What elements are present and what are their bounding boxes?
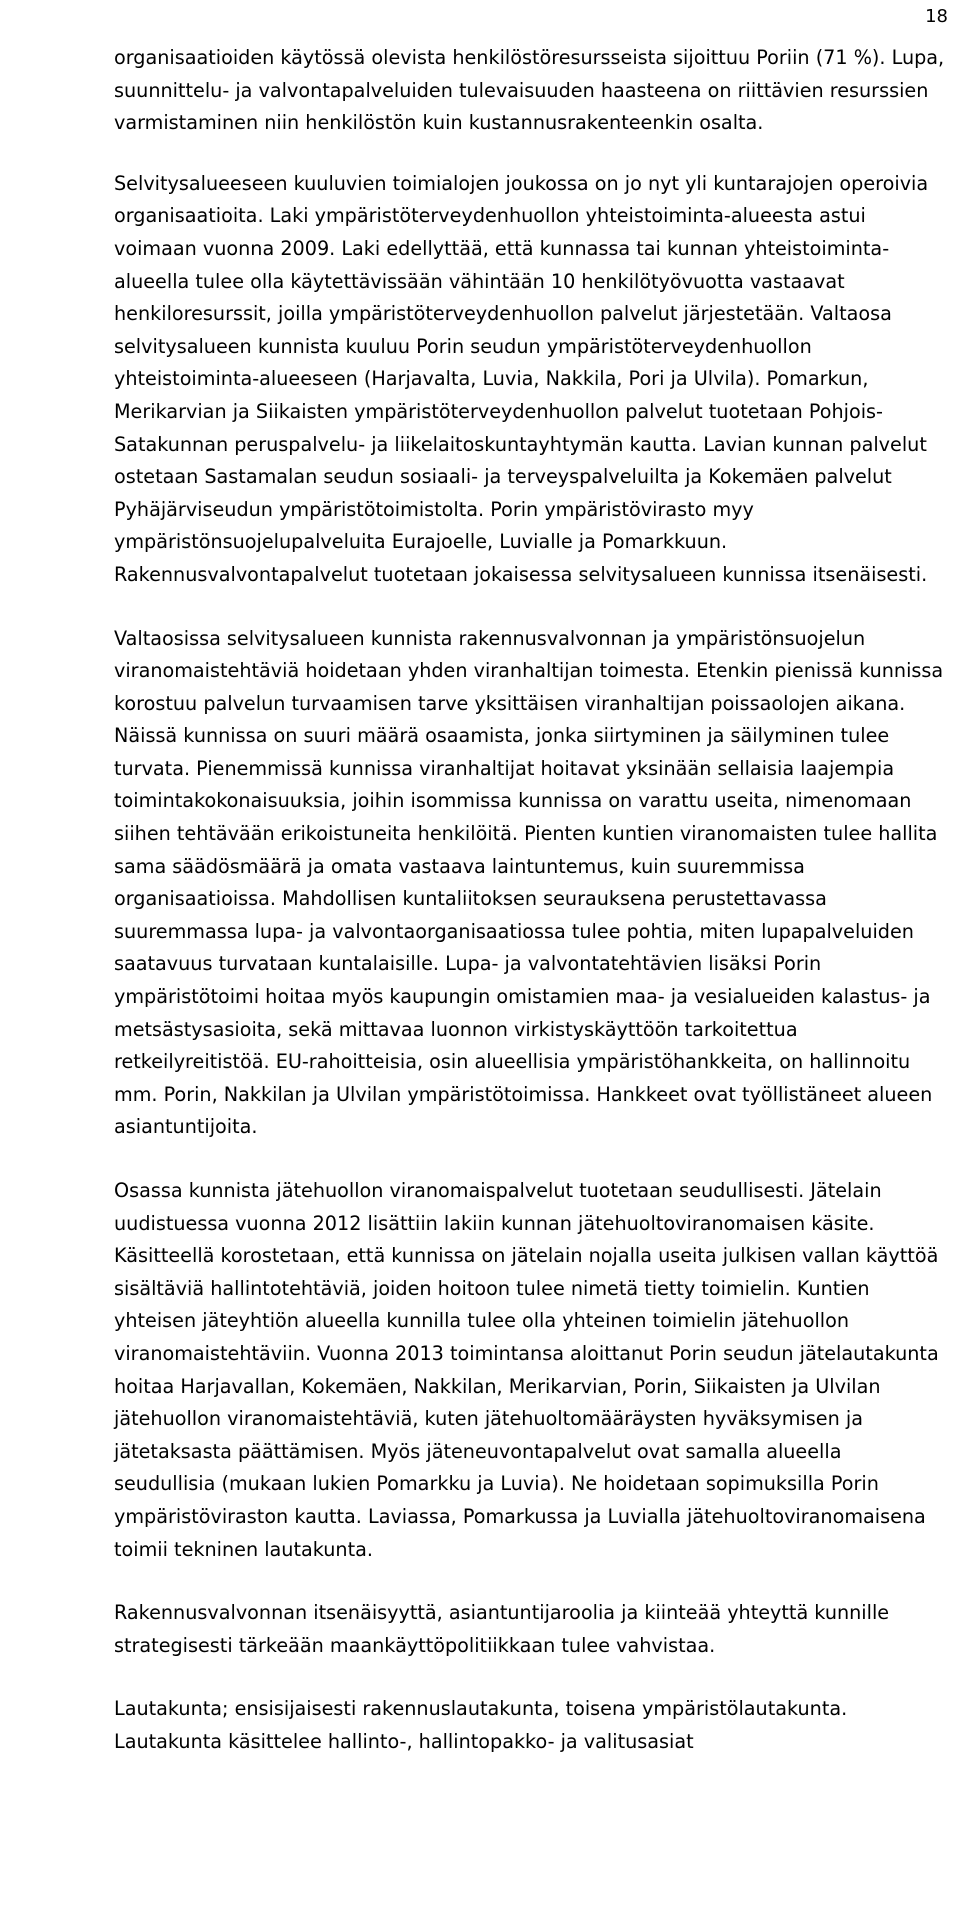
paragraph-small-municipalities: Valtaosissa selvitysalueen kunnista rakennusvalvonnan ja ympäristönsuojelun viranomaistehtäviä hoidetaan yhden viranhaltijan toimesta. Etenkin pienissä kunnissa korostuu palvelun turvaamisen tarve yksittäisen viranhaltijan poissaolojen aikana. Näissä kunnissa on suuri määrä osaamista, jonka siirtyminen ja säilyminen tulee turvata. Pienemmissä kunnissa viranhaltijat hoitavat yksinään sellaisia laajempia toimintakokonaisuuksia, joihin isommissa kunnissa on varattu useita, nimenomaan siihen tehtävään erikoistuneita henkilöitä. Pienten kuntien viranomaisten tulee hallita sama säädösmäärä ja omata vastaava laintuntemus, kuin suuremmissa organisaatioissa. Mahdollisen kuntaliitoksen seurauksena perustettavassa suuremmassa lupa- ja valvontaorganisaatiossa tulee pohtia, miten lupapalveluiden saatavuus turvataan kuntalaisille. Lupa- ja valvontatehtävien lisäksi Porin ympäristötoimi hoitaa myös kaupungin omistamien maa- ja vesialueiden kalastus- ja metsästysasioita, sekä mittavaa luonnon virkistyskäyttöön tarkoitettua retkeilyreitistöä. EU-rahoitteisia, osin alueellisia ympäristöhankkeita, on hallinnoitu mm. Porin, Nakkilan ja Ulvilan ympäristötoimissa. Hankkeet ovat työllistäneet alueen asiantuntijoita. — [114, 626, 944, 1139]
page-number: 18 — [925, 6, 948, 27]
paragraph-building-control: Rakennusvalvonnan itsenäisyyttä, asiantuntijaroolia ja kiinteää yhteyttä kunnille strategisesti tärkeään maankäyttöpolitiikkaan tulee vahvistaa. — [114, 1601, 890, 1657]
document-body — [114, 42, 946, 1759]
paragraph-waste-management: Osassa kunnista jätehuollon viranomaispalvelut tuotetaan seudullisesti. Jätelain uudistuessa vuonna 2012 lisättiin lakiin kunnan jätehuoltoviranomaisen käsite. Käsitteellä korostetaan, että kunnissa on jätelain nojalla useita julkisen vallan käyttöä sisältäviä hallintotehtäviä, joiden hoitoon tulee nimetä tietty toimielin. Kuntien yhteisen jäteyhtiön alueella kunnilla tulee olla yhteinen toimielin jätehuollon viranomaistehtäviin. Vuonna 2013 toimintansa aloittanut Porin seudun jätelautakunta hoitaa Harjavallan, Kokemäen, Nakkilan, Merikarvian, Porin, Siikaisten ja Ulvilan jätehuollon viranomaistehtäviä, kuten jätehuoltomääräysten hyväksymisen ja jätetaksasta päättämisen. Myös jäteneuvontapalvelut ovat samalla alueella seudullisia (mukaan lukien Pomarkku ja Luvia). Ne hoidetaan sopimuksilla Porin ympäristöviraston kautta. Laviassa, Pomarkussa ja Luvialla jätehuoltoviranomaisena toimii tekninen lautakunta. — [114, 1179, 939, 1561]
paragraph-resources: organisaatioiden käytössä olevista henkilöstöresursseista sijoittuu Poriin (71 %). Lupa, suunnittelu- ja valvontapalveluiden tulevaisuuden haasteena on riittävien resurssien varmistaminen niin henkilöstön kuin kustannusrakenteenkin osalta. — [114, 46, 945, 135]
paragraph-environmental-health: Selvitysalueeseen kuuluvien toimialojen joukossa on jo nyt yli kuntarajojen operoivia organisaatioita. Laki ympäristöterveydenhuollon yhteistoiminta-alueesta astui voimaan vuonna 2009. Laki edellyttää, että kunnassa tai kunnan yhteistoiminta-alueella tulee olla käytettävissään vähintään 10 henkilötyövuotta vastaavat henkiloresurssit, joilla ympäristöterveydenhuollon palvelut järjestetään. Valtaosa selvitysalueen kunnista kuuluu Porin seudun ympäristöterveydenhuollon yhteistoiminta-alueeseen (Harjavalta, Luvia, Nakkila, Pori ja Ulvila). Pomarkun, Merikarvian ja Siikaisten ympäristöterveydenhuollon palvelut tuotetaan Pohjois-Satakunnan peruspalvelu- ja liikelaitoskuntayhtymän kautta. Lavian kunnan palvelut ostetaan Sastamalan seudun sosiaali- ja terveyspalveluilta ja Kokemäen palvelut Pyhäjärviseudun ympäristötoimistolta. Porin ympäristövirasto myy ympäristönsuojelupalveluita Eurajoelle, Luvialle ja Pomarkkuun. Rakennusvalvontapalvelut tuotetaan jokaisessa selvitysalueen kunnissa itsenäisesti. — [114, 171, 929, 586]
paragraph-committee: Lautakunta; ensisijaisesti rakennuslautakunta, toisena ympäristölautakunta. Lautakunta käsittelee hallinto-, hallintopakko- ja valitusasiat — [114, 1697, 848, 1753]
